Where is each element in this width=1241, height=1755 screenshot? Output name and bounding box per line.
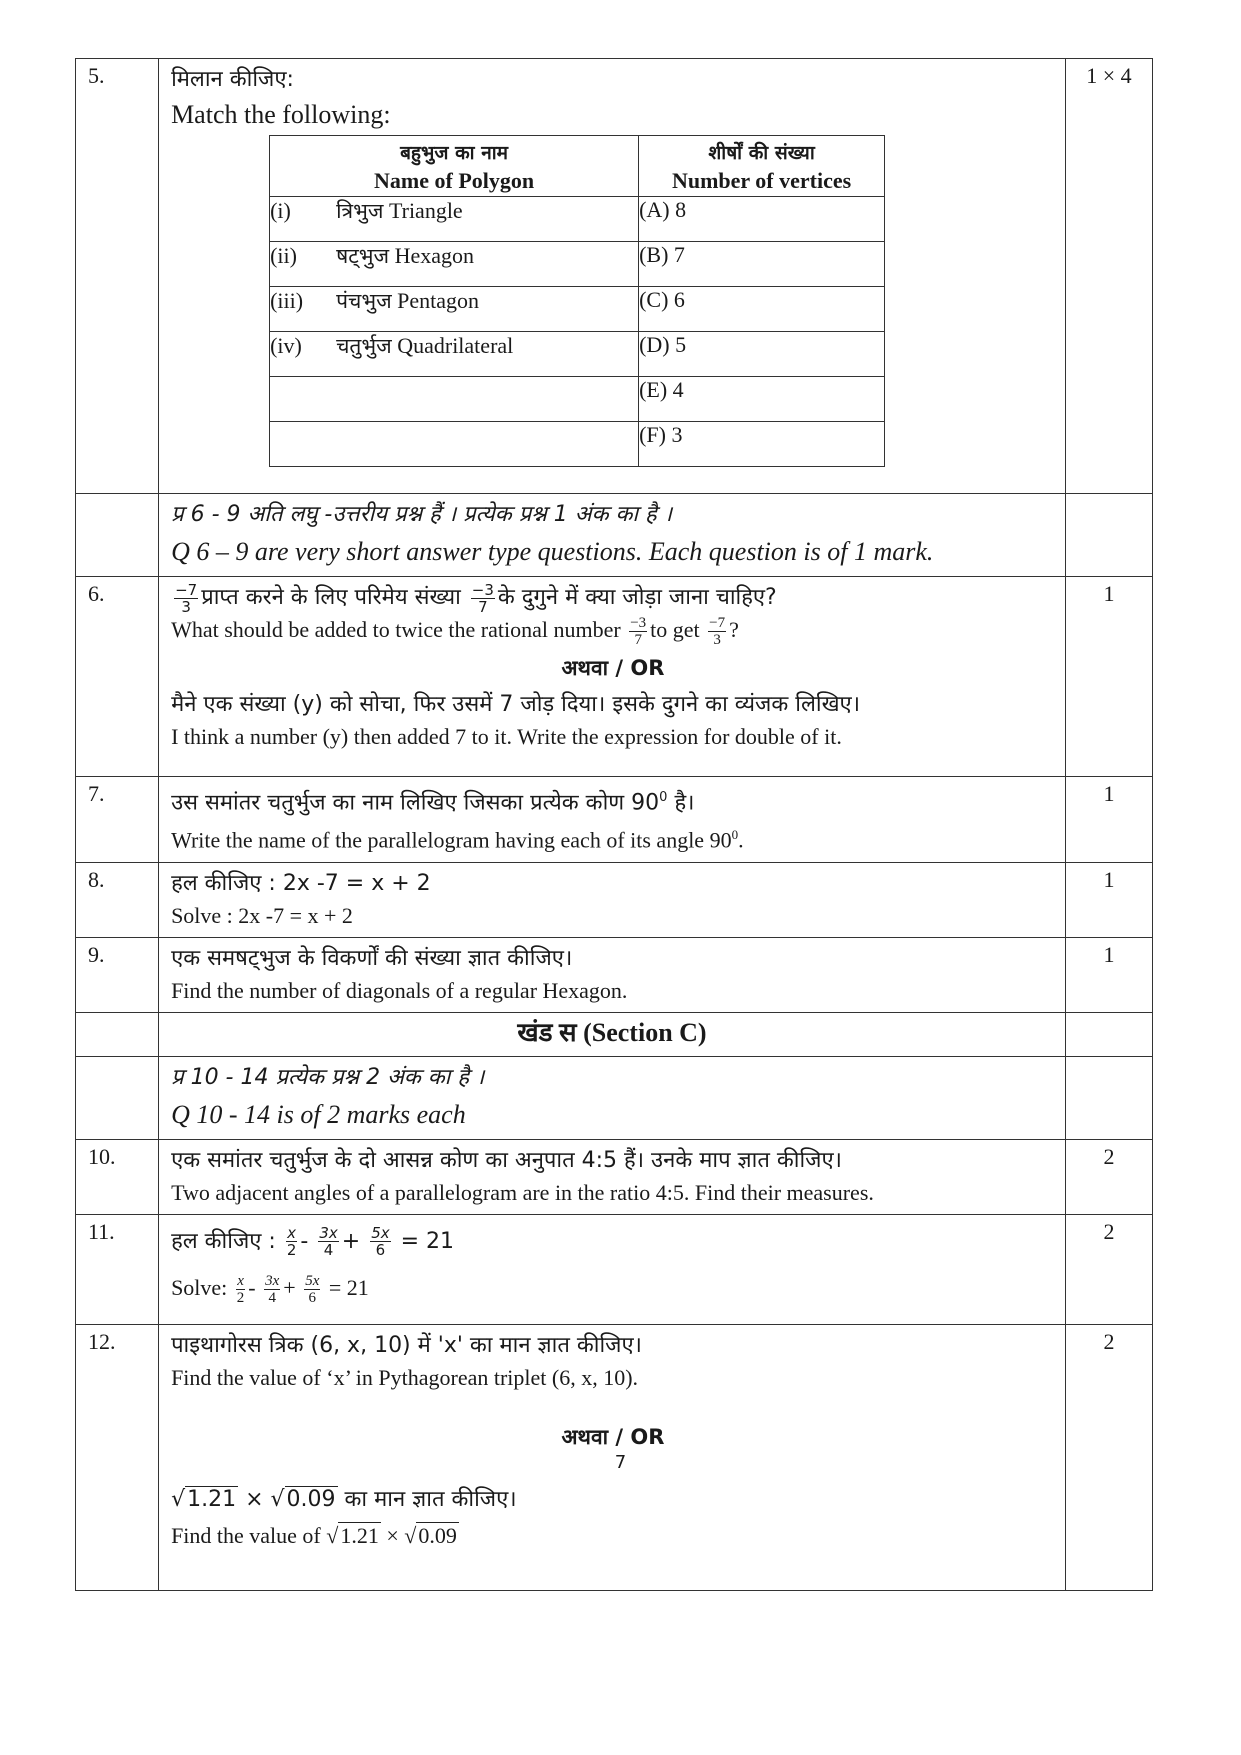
page-number: 7 [614,1452,627,1473]
question-number: 10. [88,1143,116,1169]
match-row [270,422,885,467]
match-name-hindi: पंचभुज [336,289,392,313]
fraction: $\frac{-3}{7}$ [471,580,494,616]
or-separator: अथवा / OR [561,1424,665,1449]
section-c-row [76,1012,1153,1056]
question-text-english: Solve : 2x -7 = x + 2 [171,902,353,928]
question-number: 5. [88,63,105,88]
fraction: $\frac{x}{2}$ [286,1224,297,1260]
match-option: (F) 3 [639,422,885,467]
question-row-7 [76,777,1153,863]
instruction-hindi: प्र 10 - 14 प्रत्येक प्रश्न 2 अंक का है । [171,1064,485,1090]
question-text-hindi: उस समांतर चतुर्भुज का नाम लिखिए जिसका प्रत्येक कोण $90^0$ है। [171,790,695,816]
question-row-5 [76,59,1153,494]
question-marks: 1 [1103,866,1115,892]
or-separator: अथवा / OR [561,656,665,681]
match-row [270,197,885,242]
match-option: (D) 5 [639,332,885,377]
question-row-8 [76,862,1153,937]
match-roman: (iii) [270,288,304,313]
match-option: (B) 7 [639,242,885,287]
instruction-row-6-9 [76,494,1153,577]
question-number: 7. [88,781,105,806]
fraction: $\frac{-7}{3}$ [709,615,726,649]
fraction: $\frac{3x}{4}$ [265,1273,280,1307]
match-row [270,287,885,332]
question-marks: 1 [1103,581,1115,606]
instruction-hindi: प्र 6 - 9 अति लघु -उत्तरीय प्रश्न हैं । प्रत्येक प्रश्न 1 अंक का है । [171,502,673,527]
question-text-hindi: हल कीजिए : 2x -7 = x + 2 [171,870,431,896]
question-text-english: Write the name of the parallelogram having each of its angle $90^0$. [171,827,744,853]
header-vertices-hindi: शीर्षों की संख्या [708,142,815,164]
question-row-9 [76,937,1153,1012]
match-option: (A) 8 [639,197,885,242]
question-text-hindi: $\frac{-7}{3}$ प्राप्त करने के लिए परिमेय संख्या $\frac{-3}{7}$ के दुगुने में क्या जोड़ा जाना चाहिए? [175,580,777,616]
question-marks: 1 × 4 [1086,63,1132,88]
alt-question-english: Find the value of √1.21 × √0.09 [171,1522,457,1548]
alt-question-english: I think a number (y) then added 7 to it. Write the expression for double of it. [171,724,842,750]
question-sheet [75,58,1153,1591]
questions-table [75,58,1153,1591]
fraction: $\frac{x}{2}$ [236,1273,245,1307]
question-text-hindi: पाइथागोरस त्रिक (6, x, 10) में 'x' का मान ज्ञात कीजिए। [171,1332,642,1358]
instruction-row-10-14 [76,1056,1153,1139]
question-row-11 [76,1214,1153,1324]
match-name-hindi: षट्भुज [336,244,390,268]
question-marks: 2 [1103,1143,1115,1169]
question-text-english: What should be added to twice the rational number $\frac{-3}{7}$ to get $\frac{-7}{3}$ ? [171,615,739,649]
instruction-english: Q 6 – 9 are very short answer type questions. Each question is of 1 mark. [171,537,934,566]
question-text-english: Two adjacent angles of a parallelogram are in the ratio 4:5. Find their measures. [171,1179,874,1205]
match-roman: (ii) [270,243,297,268]
match-option: (E) 4 [639,377,885,422]
question-row-10 [76,1139,1153,1214]
question-number: 11. [88,1218,115,1244]
question-text-english: Match the following: [171,100,391,129]
question-text-hindi: हल कीजिए : $\frac{x}{2}$ - $\frac{3x}{4}$ + $\frac{5x}{6}$ = 21 [171,1224,455,1260]
alt-question-hindi: मैने एक संख्या (y) को सोचा, फिर उसमें 7 जोड़ दिया। इसके दुगने का व्यंजक लिखिए। [171,692,861,718]
match-name-english: Triangle [388,198,463,223]
question-row-6 [76,577,1153,777]
question-text-hindi: एक समांतर चतुर्भुज के दो आसन्न कोण का अनुपात 4:5 हैं। उनके माप ज्ञात कीजिए। [171,1147,843,1173]
header-polygon-hindi: बहुभुज का नाम [400,142,509,164]
fraction: $\frac{3x}{4}$ [319,1224,338,1260]
match-name-hindi: चतुर्भुज [336,334,392,358]
question-marks: 2 [1103,1218,1115,1244]
fraction: $\frac{5x}{6}$ [371,1224,390,1260]
match-roman: (iv) [270,333,302,358]
instruction-english: Q 10 - 14 is of 2 marks each [171,1099,466,1129]
fraction: $\frac{-7}{3}$ [175,580,198,616]
question-text-english: Find the value of ‘x’ in Pythagorean triplet (6, x, 10). [171,1364,639,1390]
alt-question-hindi: √1.21 × √0.09 का मान ज्ञात कीजिए। [171,1486,517,1512]
fraction: $\frac{5x}{6}$ [305,1273,320,1307]
question-marks: 2 [1103,1328,1115,1354]
question-number: 6. [88,581,105,606]
match-name-english: Pentagon [397,288,480,313]
question-number: 9. [88,941,105,967]
match-name-english: Hexagon [394,243,475,268]
match-roman: (i) [270,198,291,223]
fraction: $\frac{-3}{7}$ [630,615,647,649]
question-text-hindi: मिलान कीजिए: [171,67,294,92]
question-number: 8. [88,866,105,892]
match-row [270,332,885,377]
match-table [269,135,885,467]
match-row [270,242,885,287]
section-title: खंड स (Section C) [517,1017,707,1047]
question-marks: 1 [1103,781,1115,806]
question-text-english: Solve: $\frac{x}{2}$ - $\frac{3x}{4}$ + $\frac{5x}{6}$ = 21 [171,1273,369,1307]
match-name-english: Quadrilateral [397,333,514,358]
match-row [270,377,885,422]
match-table-header [270,136,885,197]
header-vertices-english: Number of vertices [671,168,852,193]
match-name-hindi: त्रिभुज [336,199,384,223]
question-number: 12. [88,1328,116,1354]
header-polygon-english: Name of Polygon [374,168,535,193]
match-option: (C) 6 [639,287,885,332]
question-text-english: Find the number of diagonals of a regular Hexagon. [171,977,628,1003]
question-text-hindi: एक समषट्भुज के विकर्णों की संख्या ज्ञात कीजिए। [171,945,573,971]
question-marks: 1 [1103,941,1115,967]
